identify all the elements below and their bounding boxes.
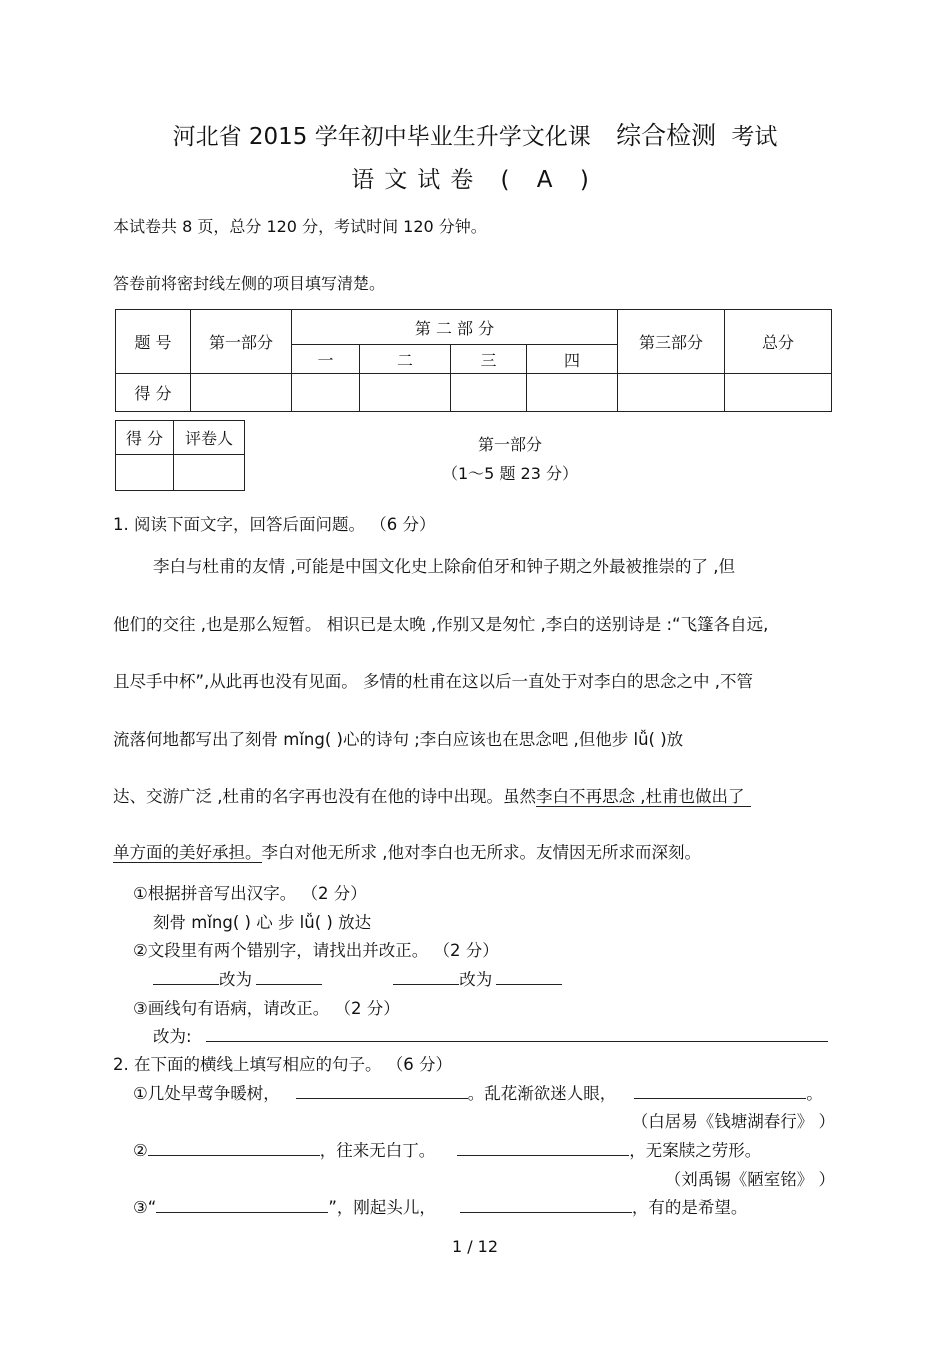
score-cell[interactable]	[527, 374, 618, 412]
exam-title-mid: 综合检测	[616, 121, 717, 150]
q2-item2-text: ，无案牍之劳形。	[629, 1141, 762, 1160]
score-cell[interactable]	[618, 374, 725, 412]
q1-sub3-label: 改为:	[153, 1027, 192, 1046]
section-title: 第一部分	[477, 435, 542, 454]
q2-item3-text: ”，刚起头儿，	[328, 1198, 436, 1217]
q1-sub3: ③画线句有语病，请改正。 （2 分）	[133, 999, 400, 1018]
score-row-label: 得 分	[116, 374, 191, 412]
q1-underlined-sentence: 李白不再思念 ,杜甫也做出了	[536, 787, 751, 807]
q2-item3-text: ③“	[133, 1198, 157, 1217]
q2-item3	[133, 1194, 747, 1218]
q1-passage-line: 且尽手中杯”,从此再也没有见面。 多情的杜甫在这以后一直处于对李白的思念之中 ,不管	[113, 672, 754, 691]
q2-item1-text: 。	[806, 1084, 823, 1103]
answer-blank[interactable]	[148, 1139, 320, 1156]
q2-item3-text: ，有的是希望。	[631, 1198, 748, 1217]
page-number: 1 / 12	[451, 1237, 499, 1256]
answer-blank[interactable]	[496, 968, 562, 985]
q1-passage-line	[113, 839, 701, 863]
q1-sub3-answer	[153, 1023, 828, 1047]
q1-sub2-change: 改为	[219, 970, 252, 989]
part2-sub-3: 三	[451, 345, 527, 374]
answer-blank[interactable]	[156, 1196, 328, 1213]
answer-blank[interactable]	[393, 968, 459, 985]
q2-item2	[133, 1137, 761, 1161]
q2-item2-text: ，往来无白丁。	[319, 1141, 436, 1160]
grader-score-cell[interactable]	[116, 455, 174, 491]
part2-sub-2: 二	[360, 345, 451, 374]
exam-instruction: 答卷前将密封线左侧的项目填写清楚。	[113, 274, 386, 293]
q1-sub2: ②文段里有两个错别字，请找出并改正。 （2 分）	[133, 941, 499, 960]
exam-title-end: 考试	[731, 124, 778, 150]
q2-item2-text: ②	[133, 1141, 148, 1160]
exam-title	[0, 116, 950, 152]
q1-sub1: ①根据拼音写出汉字。 （2 分）	[133, 884, 367, 903]
answer-blank[interactable]	[296, 1082, 468, 1099]
q1-passage-text: 达、交游广泛 ,杜甫的名字再也没有在他的诗中出现。虽然	[113, 787, 536, 806]
grader-name-cell[interactable]	[174, 455, 245, 491]
part3-header: 第三部分	[618, 310, 725, 374]
exam-subtitle: 语文试卷 ( A )	[351, 167, 599, 193]
q1-sub2-answers	[153, 966, 562, 990]
part2-sub-4: 四	[527, 345, 618, 374]
score-cell[interactable]	[451, 374, 527, 412]
answer-blank[interactable]	[457, 1139, 629, 1156]
q1-passage-text: 李白对他无所求 ,他对李白也无所求。友情因无所求而深刻。	[261, 843, 701, 862]
q1-passage-line: 李白与杜甫的友情 ,可能是中国文化史上除俞伯牙和钟子期之外最被推崇的了 ,但	[153, 557, 735, 576]
answer-blank[interactable]	[153, 968, 219, 985]
section-range: （1～5 题 23 分）	[442, 464, 578, 483]
score-cell[interactable]	[360, 374, 451, 412]
grader-label: 评卷人	[174, 421, 245, 455]
answer-blank[interactable]	[634, 1082, 806, 1099]
q1-passage-line: 他们的交往 ,也是那么短暂。 相识已是太晚 ,作别又是匆忙 ,李白的送别诗是 :“飞篷各自远,	[113, 615, 769, 634]
score-cell[interactable]	[292, 374, 360, 412]
part2-header: 第 二 部 分	[292, 310, 618, 345]
q1-passage-line	[113, 783, 751, 807]
part1-header: 第一部分	[191, 310, 292, 374]
q2-item1	[133, 1080, 823, 1104]
score-cell[interactable]	[725, 374, 832, 412]
q2-stem: 2. 在下面的横线上填写相应的句子。 （6 分）	[113, 1055, 452, 1074]
grader-score-label: 得 分	[116, 421, 174, 455]
exam-info: 本试卷共 8 页，总分 120 分，考试时间 120 分钟。	[113, 217, 487, 236]
q1-passage-line: 流落何地都写出了刻骨 mǐng( )心的诗句 ;李白应该也在思念吧 ,但他步 lǚ( )放	[113, 730, 684, 749]
score-table	[115, 309, 832, 412]
q2-source-1: （白居易《钱塘湖春行》 ）	[631, 1112, 835, 1131]
grader-table	[115, 420, 245, 491]
answer-blank[interactable]	[206, 1025, 828, 1042]
q1-stem: 1. 阅读下面文字，回答后面问题。 （6 分）	[113, 515, 436, 534]
q1-sub2-change: 改为	[459, 970, 493, 989]
q2-source-2: （刘禹锡《陋室铭》 ）	[664, 1170, 835, 1189]
exam-title-main: 河北省 2015 学年初中毕业生升学文化课	[172, 124, 591, 150]
q2-item1-text: ①几处早莺争暖树，	[133, 1084, 280, 1103]
q1-underlined-sentence-end: 单方面的美好承担。	[113, 843, 262, 862]
answer-blank[interactable]	[256, 968, 322, 985]
q1-sub1-line: 刻骨 mǐng( ) 心 步 lǚ( ) 放达	[153, 913, 372, 932]
score-cell[interactable]	[191, 374, 292, 412]
topic-header: 题 号	[116, 310, 191, 374]
part2-sub-1: 一	[292, 345, 360, 374]
total-header: 总分	[725, 310, 832, 374]
q2-item1-text: 。乱花渐欲迷人眼，	[467, 1084, 617, 1103]
answer-blank[interactable]	[460, 1196, 632, 1213]
